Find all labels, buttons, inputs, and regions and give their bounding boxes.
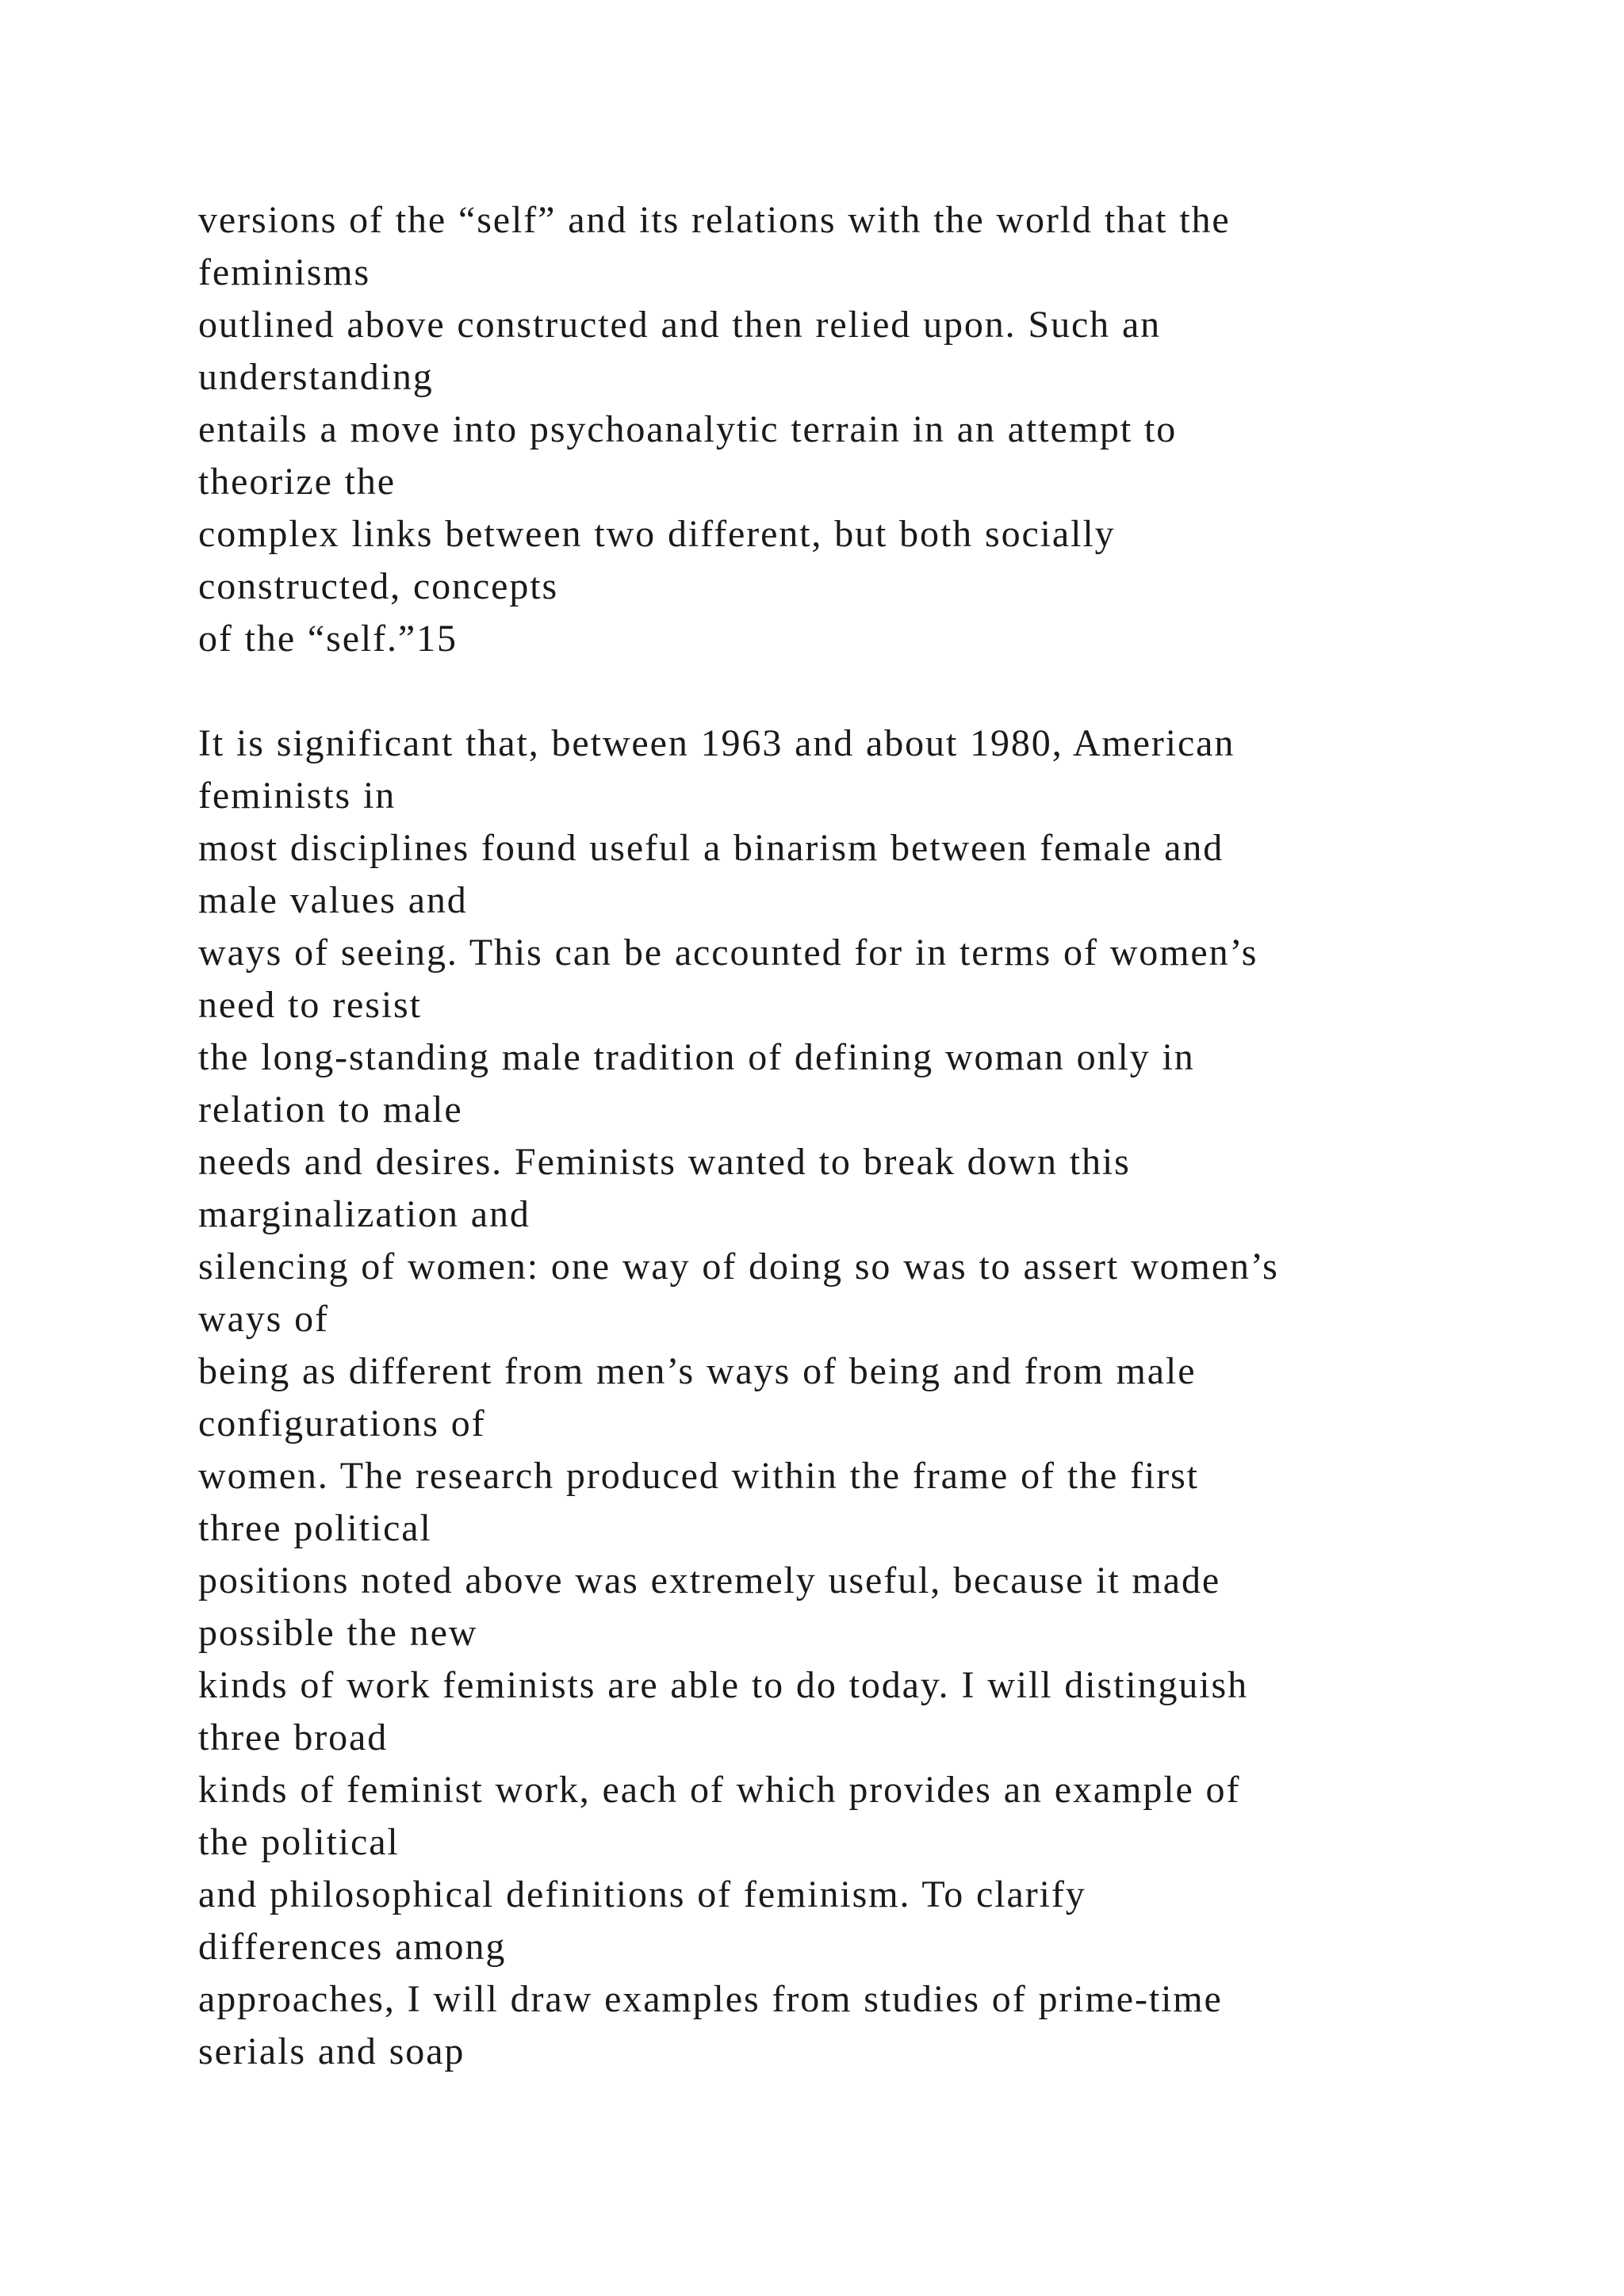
text-line: three broad <box>198 1716 389 1758</box>
text-line: positions noted above was extremely useful, because it made <box>198 1559 1221 1601</box>
text-line: serials and soap <box>198 2030 465 2072</box>
text-line: theorize the <box>198 461 396 503</box>
text-line: the political <box>198 1821 400 1863</box>
text-line: needs and desires. Feminists wanted to break down this <box>198 1141 1131 1183</box>
text-line: kinds of work feminists are able to do today. I will distinguish <box>198 1664 1248 1706</box>
text-line: of the “self.”15 <box>198 618 458 660</box>
text-line: ways of <box>198 1298 329 1340</box>
text-line: silencing of women: one way of doing so was to assert women’s <box>198 1246 1279 1288</box>
text-line: versions of the “self” and its relations with the world that the <box>198 199 1231 241</box>
text-line: need to resist <box>198 984 422 1026</box>
paragraph-2 <box>198 718 1546 2078</box>
text-line: being as different from men’s ways of being and from male <box>198 1350 1197 1392</box>
text-line: relation to male <box>198 1089 463 1131</box>
text-line: differences among <box>198 1926 507 1968</box>
paragraph-1 <box>198 194 1546 665</box>
text-line: male values and <box>198 879 468 921</box>
text-line: possible the new <box>198 1612 478 1654</box>
text-line: configurations of <box>198 1402 486 1445</box>
text-line: It is significant that, between 1963 and about 1980, American <box>198 722 1235 764</box>
text-line: approaches, I will draw examples from studies of prime-time <box>198 1978 1223 2020</box>
text-line: and philosophical definitions of feminism. To clarify <box>198 1873 1086 1915</box>
text-line: feminists in <box>198 775 396 817</box>
text-line: ways of seeing. This can be accounted for in terms of women’s <box>198 932 1258 974</box>
text-line: understanding <box>198 356 434 398</box>
text-line: most disciplines found useful a binarism between female and <box>198 827 1224 869</box>
text-line: entails a move into psychoanalytic terrain in an attempt to <box>198 408 1178 450</box>
text-line: three political <box>198 1507 432 1549</box>
text-line: women. The research produced within the frame of the first <box>198 1455 1199 1497</box>
text-line: feminisms <box>198 251 371 293</box>
text-line: marginalization and <box>198 1193 530 1235</box>
text-line: complex links between two different, but both socially <box>198 513 1116 555</box>
text-line: the long-standing male tradition of defining woman only in <box>198 1036 1195 1078</box>
text-line: constructed, concepts <box>198 565 559 607</box>
text-line: outlined above constructed and then relied upon. Such an <box>198 304 1162 346</box>
text-line: kinds of feminist work, each of which provides an example of <box>198 1769 1241 1811</box>
